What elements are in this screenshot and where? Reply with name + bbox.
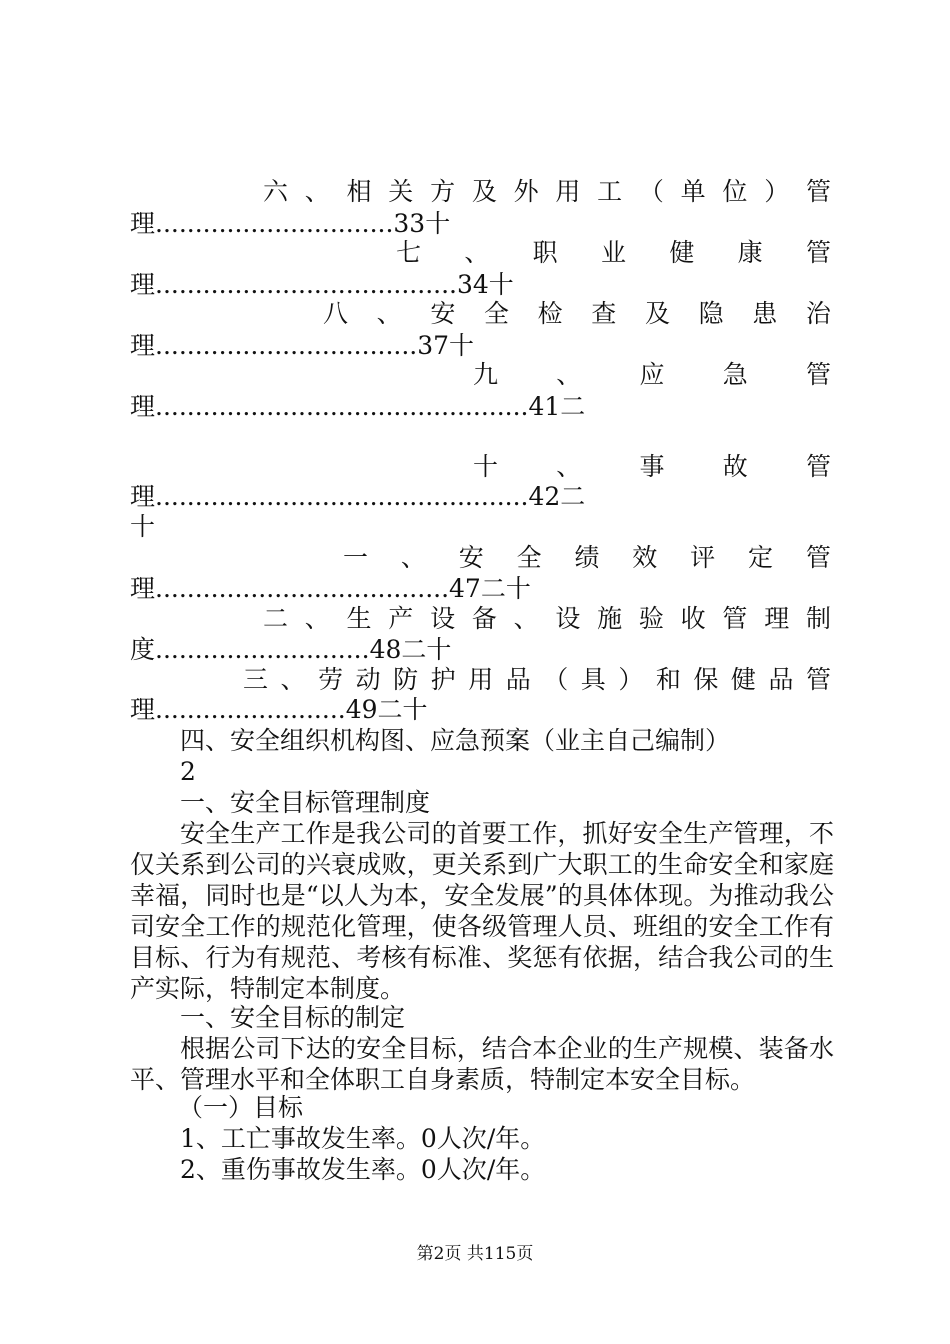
heading-goals: （一）目标 (178, 1093, 304, 1122)
toc-line-8-tail: 理.................................37十 (130, 331, 475, 360)
toc-line-22-head: 二 、 生 产 设 备 、 设 施 验 收 管 理 制 (263, 604, 831, 633)
toc-line-7-tail: 理......................................34十 (130, 270, 514, 299)
paragraph-goal-text: 根据公司下达的安全目标，结合本企业的生产规模、装备水平、管理水平和全体职工自身素质，特制定本安全目标。 (130, 1034, 834, 1094)
page-footer: 第2页 共115页 (416, 1244, 534, 1264)
toc-line-8-head: 八 、 安 全 检 查 及 隐 患 治 (323, 299, 831, 328)
toc-line-23-tail: 理........................49二十 (130, 695, 428, 724)
toc-line-22-tail: 度...........................48二十 (130, 635, 452, 664)
heading-goal-setting: 一、安全目标的制定 (180, 1003, 406, 1032)
toc-line-6-head: 六 、 相 关 方 及 外 用 工 （ 单 位 ） 管 (263, 177, 831, 206)
toc-line-21-head: 一 、 安 全 绩 效 评 定 管 (343, 543, 831, 572)
toc-line-6-tail: 理..............................33十 (130, 209, 451, 238)
section-4-line: 四、安全组织机构图、应急预案（业主自己编制） (180, 726, 731, 755)
toc-line-9-head: 九 、 应 急 管 (473, 360, 831, 389)
goal-item-1: 1、工亡事故发生率。0人次/年。 (180, 1124, 546, 1153)
paragraph-intro (130, 818, 834, 1004)
toc-line-10-head: 十 、 事 故 管 (473, 452, 831, 481)
goal-item-2: 2、重伤事故发生率。0人次/年。 (180, 1155, 546, 1184)
heading-safety-goal-system: 一、安全目标管理制度 (180, 788, 431, 817)
paragraph-goal (130, 1033, 834, 1095)
toc-line-23-head: 三 、 劳 动 防 护 用 品 （ 具 ） 和 保 健 品 管 (243, 665, 831, 694)
toc-line-10-tail: 理...............................................42二 (130, 482, 586, 511)
toc-line-21-tail: 理.....................................47二十 (130, 574, 531, 603)
paragraph-intro-text: 安全生产工作是我公司的首要工作，抓好安全生产管理，不仅关系到公司的兴衰成败，更关系到广大职工的生命安全和家庭幸福，同时也是“以人为本，安全发展”的具体体现。为推动我公司安全工作的规范化管理，使各级管理人员、班组的安全工作有目标、行为有规范、考核有标准、奖惩有依据，结合我公司的生产实际，特制定本制度。 (130, 819, 834, 1003)
page-number-marker: 2 (180, 757, 196, 786)
toc-line-9-tail: 理...............................................41二 (130, 392, 586, 421)
toc-line-10-wrap: 十 (130, 512, 156, 541)
toc-line-7-head: 七 、 职 业 健 康 管 (396, 238, 831, 267)
